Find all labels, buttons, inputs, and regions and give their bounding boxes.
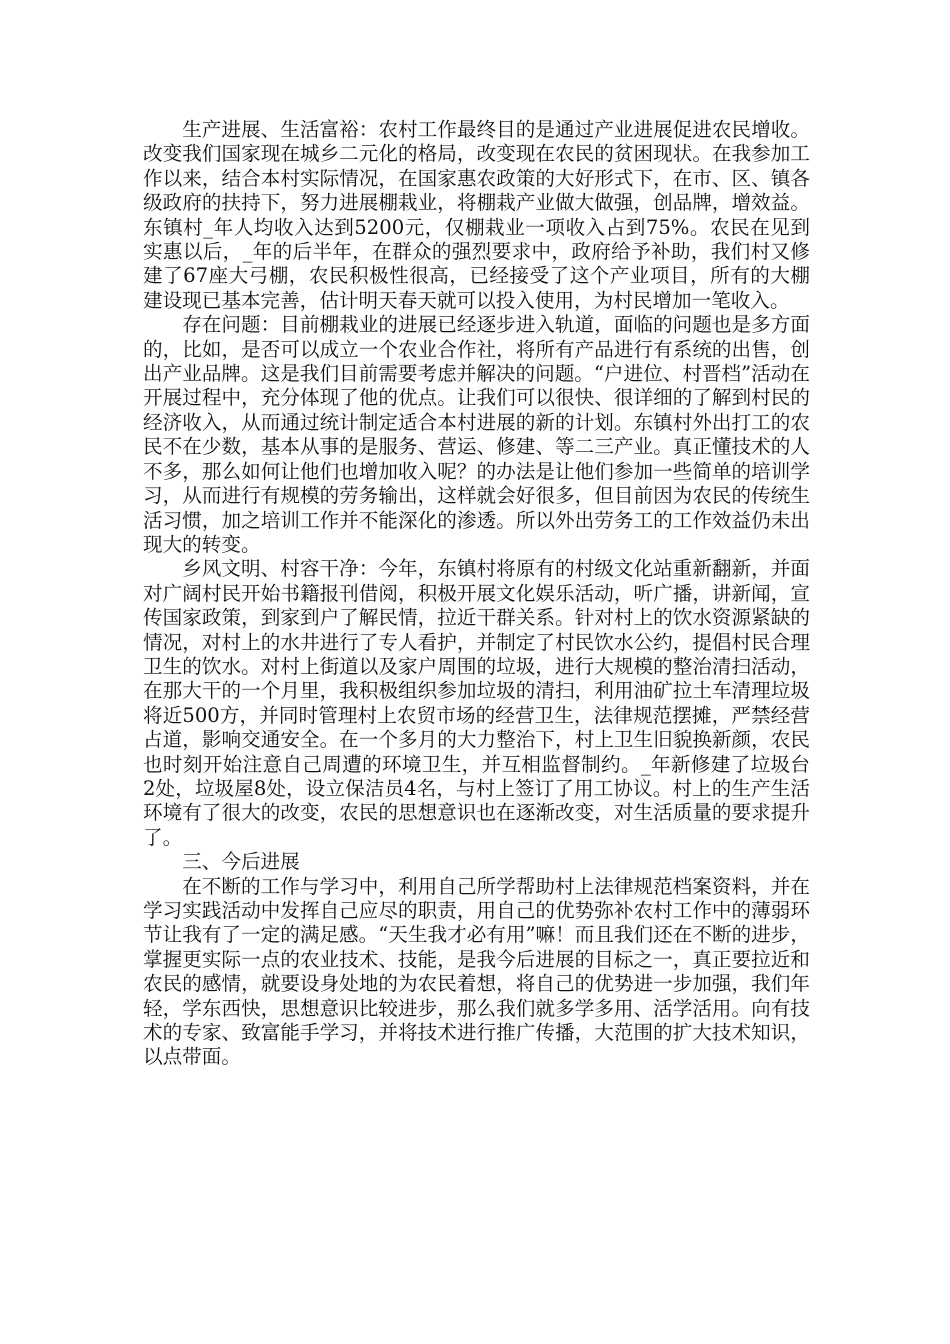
- paragraph-problems: 存在问题：目前棚栽业的进展已经逐步进入轨道，面临的问题也是多方面的，比如，是否可以成立一个农业合作社，将所有产品进行有系统的出售，创出产业品牌。这是我们目前需要考虑并解决的问题。“户进位、村晋档”活动在开展过程中，充分体现了他的优点。让我们可以很快、很详细的了解到村民的经济收入，从而通过统计制定适合本村进展的新的计划。东镇村外出打工的农民不在少数，基本从事的是服务、营运、修建、等二三产业。真正懂技术的人不多，那么如何让他们也增加收入呢？的办法是让他们参加一些简单的培训学习，从而进行有规模的劳务输出，这样就会好很多，但目前因为农民的传统生活习惯，加之培训工作并不能深化的渗透。所以外出劳务工的工作效益仍未出现大的转变。: [143, 313, 810, 556]
- paragraph-future: 在不断的工作与学习中，利用自己所学帮助村上法律规范档案资料，并在学习实践活动中发挥自己应尽的职责，用自己的优势弥补农村工作中的薄弱环节让我有了一定的满足感。“天生我才必有用”嘛！而且我们还在不断的进步，掌握更实际一点的农业技术、技能，是我今后进展的目标之一，真正要拉近和农民的感情，就要设身处地的为农民着想，将自己的优势进一步加强，我们年轻，学东西快，思想意识比较进步，那么我们就多学多用、活学活用。向有技术的专家、致富能手学习，并将技术进行推广传播，大范围的扩大技术知识，以点带面。: [143, 874, 810, 1069]
- paragraph-civilization: 乡风文明、村容干净：今年，东镇村将原有的村级文化站重新翻新，并面对广阔村民开始书籍报刊借阅，积极开展文化娱乐活动，听广播，讲新闻，宣传国家政策，到家到户了解民情，拉近干群关系。针对村上的饮水资源紧缺的情况，对村上的水井进行了专人看护，并制定了村民饮水公约，提倡村民合理卫生的饮水。对村上街道以及家户周围的垃圾，进行大规模的整治清扫活动，在那大干的一个月里，我积极组织参加垃圾的清扫，利用油矿拉土车清理垃圾将近500方，并同时管理村上农贸市场的经营卫生，法律规范摆摊，严禁经营占道，影响交通安全。在一个多月的大力整治下，村上卫生旧貌换新颜，农民也时刻开始注意自己周遭的环境卫生，并互相监督制约。_年新修建了垃圾台2处，垃圾屋8处，设立保洁员4名，与村上签订了用工协议。村上的生产生活环境有了很大的改变，农民的思想意识也在逐渐改变，对生活质量的要求提升了。: [143, 557, 810, 849]
- document-page: [143, 118, 810, 1070]
- paragraph-production: 生产进展、生活富裕：农村工作最终目的是通过产业进展促进农民增收。改变我们国家现在城乡二元化的格局，改变现在农民的贫困现状。在我参加工作以来，结合本村实际情况，在国家惠农政策的大好形式下，在市、区、镇各级政府的扶持下，努力进展棚栽业，将棚栽产业做大做强，创品牌，增效益。东镇村_年人均收入达到5200元，仅棚栽业一项收入占到75%。农民在见到实惠以后，_年的后半年，在群众的强烈要求中，政府给予补助，我们村又修建了67座大弓棚，农民积极性很高，已经接受了这个产业项目，所有的大棚建设现已基本完善，估计明天春天就可以投入使用，为村民增加一笔收入。: [143, 118, 810, 312]
- section-heading: 三、今后进展: [182, 850, 300, 874]
